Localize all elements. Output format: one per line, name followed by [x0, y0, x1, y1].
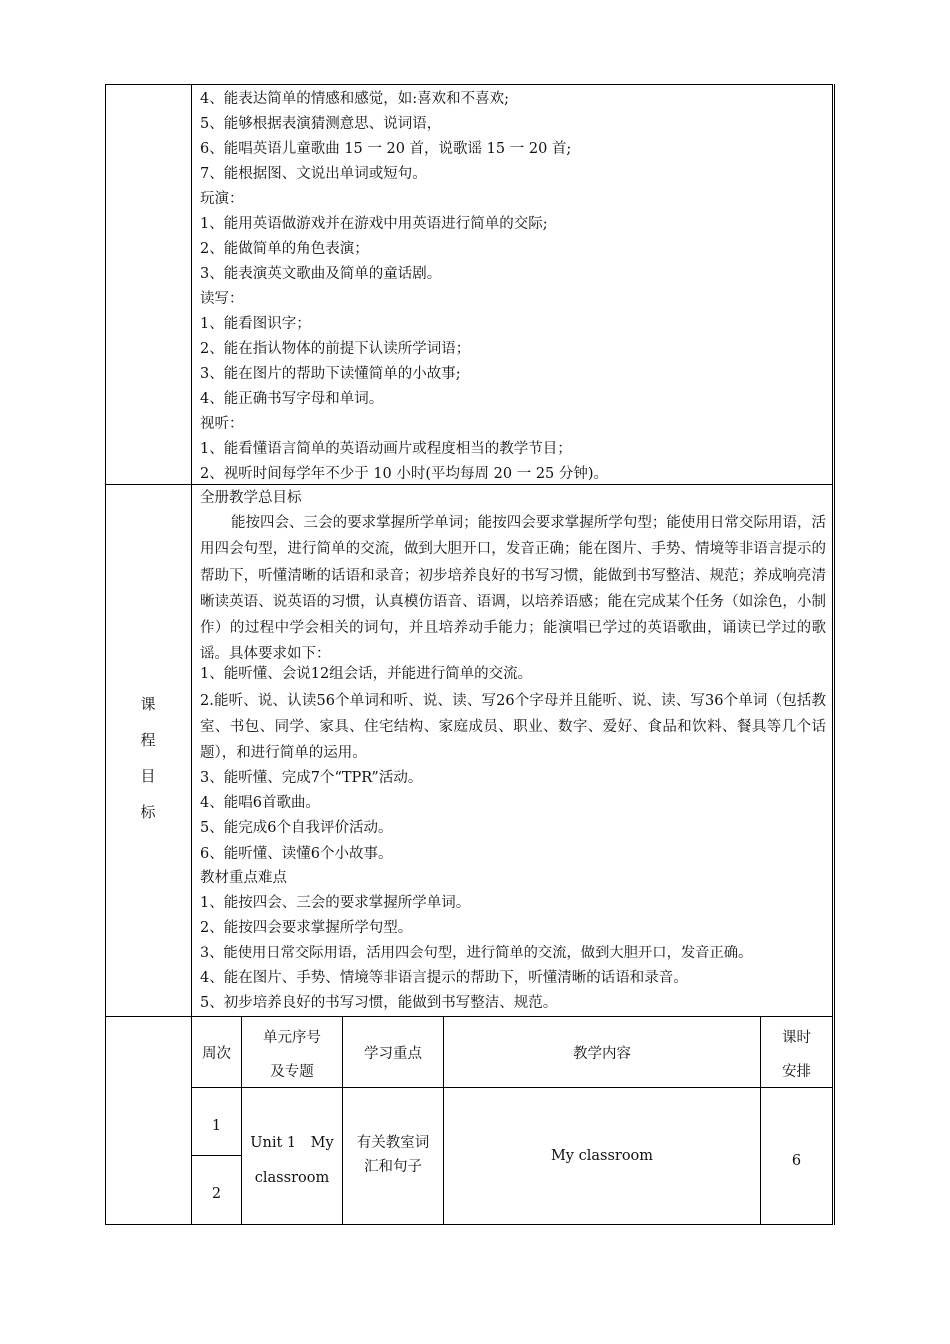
goal-item: 6、能听懂、读懂6个小故事。: [200, 846, 393, 862]
header-hours-line2: 安排: [782, 1064, 811, 1080]
text-line: 视听：: [200, 416, 244, 432]
text-line: 2、视听时间每学年不少于 10 小时(平均每周 20 一 25 分钟)。: [200, 466, 609, 482]
row-divider-3: [191, 1087, 833, 1088]
key-point-item: 3、能使用日常交际用语，活用四会句型，进行简单的交流，做到大胆开口，发音正确。: [200, 945, 753, 961]
unit-cell-line2: classroom: [254, 1170, 330, 1186]
key-point-item: 4、能在图片、手势、情境等非语言提示的帮助下，听懂清晰的话语和录音。: [200, 970, 688, 986]
week-split-line: [191, 1155, 241, 1156]
text-line: 2、能做简单的角色表演；: [200, 241, 369, 257]
goal-item: 2.能听、说、认读56个单词和听、说、读、写26个字母并且能听、说、读、写36个单词（包括教室、书包、同学、家具、住宅结构、家庭成员、职业、数字、爱好、食品和饮料、餐具等几个话题），和进行简单的运用。: [200, 693, 826, 761]
text-line: 1、能看懂语言简单的英语动画片或程度相当的教学节目；: [200, 441, 572, 457]
focus-cell-line2: 汇和句子: [364, 1159, 422, 1175]
section-label-char: 标: [140, 803, 156, 821]
key-point-item: 5、初步培养良好的书写习惯，能做到书写整洁、规范。: [200, 995, 558, 1011]
text-line: 7、能根据图、文说出单词或短句。: [200, 166, 427, 182]
header-week: 周次: [202, 1046, 231, 1062]
text-line: 读写：: [200, 291, 244, 307]
table-border-top: [105, 84, 833, 85]
week-cell: 2: [211, 1186, 222, 1202]
section-label-char: 课: [140, 695, 156, 713]
content-cell: My classroom: [550, 1148, 654, 1164]
header-unit-line2: 及专题: [270, 1064, 314, 1080]
table-border-left: [105, 84, 106, 1225]
key-point-item: 1、能按四会、三会的要求掌握所学单词。: [200, 895, 471, 911]
table-border-right: [832, 84, 833, 1225]
goals-heading: 全册教学总目标: [200, 490, 302, 506]
header-focus: 学习重点: [364, 1046, 422, 1062]
focus-cell-line1: 有关教室词: [356, 1135, 430, 1151]
text-line: 1、能用英语做游戏并在游戏中用英语进行简单的交际;: [200, 216, 548, 232]
text-line: 2、能在指认物体的前提下认读所学词语；: [200, 341, 471, 357]
section-label-char: 程: [140, 731, 156, 749]
text-line: 4、能正确书写字母和单词。: [200, 391, 384, 407]
header-content: 教学内容: [573, 1046, 631, 1062]
goal-item: 1、能听懂、会说12组会话，并能进行简单的交流。: [200, 666, 533, 682]
goal-item: 5、能完成6个自我评价活动。: [200, 820, 393, 836]
header-unit-line1: 单元序号: [263, 1030, 321, 1046]
row-divider-2: [105, 1016, 833, 1017]
text-line: 3、能表演英文歌曲及简单的童话剧。: [200, 266, 442, 282]
text-line: 3、能在图片的帮助下读懂简单的小故事;: [200, 366, 461, 382]
key-point-item: 2、能按四会要求掌握所学句型。: [200, 920, 413, 936]
key-points-heading: 教材重点难点: [200, 870, 287, 886]
header-hours-line1: 课时: [782, 1030, 811, 1046]
week-cell: 1: [211, 1118, 222, 1134]
text-line: 玩演：: [200, 191, 244, 207]
table-border-right-shadow: [834, 84, 835, 1225]
text-line: 4、能表达简单的情感和感觉，如:喜欢和不喜欢;: [200, 91, 509, 107]
text-line: 1、能看图识字；: [200, 316, 311, 332]
section-label-char: 目: [140, 767, 156, 785]
table-border-bottom: [105, 1224, 833, 1225]
text-line: 6、能唱英语儿童歌曲 15 一 20 首，说歌谣 15 一 20 首;: [200, 141, 572, 157]
goal-item: 3、能听懂、完成7个“TPR”活动。: [200, 770, 423, 786]
hours-cell: 6: [791, 1153, 802, 1169]
text-line: 5、能够根据表演猜测意思、说词语，: [200, 116, 442, 132]
goal-item: 4、能唱6首歌曲。: [200, 795, 320, 811]
goals-paragraph: 能按四会、三会的要求掌握所学单词；能按四会要求掌握所学句型；能使用日常交际用语，活用四会句型，进行简单的交流，做到大胆开口，发音正确；能在图片、手势、情境等非语言提示的帮助下，听懂清晰的话语和录音；初步培养良好的书写习惯，能做到书写整洁、规范；养成响亮清晰读英语、说英语的习惯，认真模仿语音、语调，以培养语感；能在完成某个任务（如涂色，小制作）的过程中学会相关的词句，并且培养动手能力；能演唱已学过的英语歌曲，诵读已学过的歌谣。具体要求如下：: [200, 515, 826, 663]
unit-cell-line1: Unit 1 My: [250, 1135, 334, 1151]
